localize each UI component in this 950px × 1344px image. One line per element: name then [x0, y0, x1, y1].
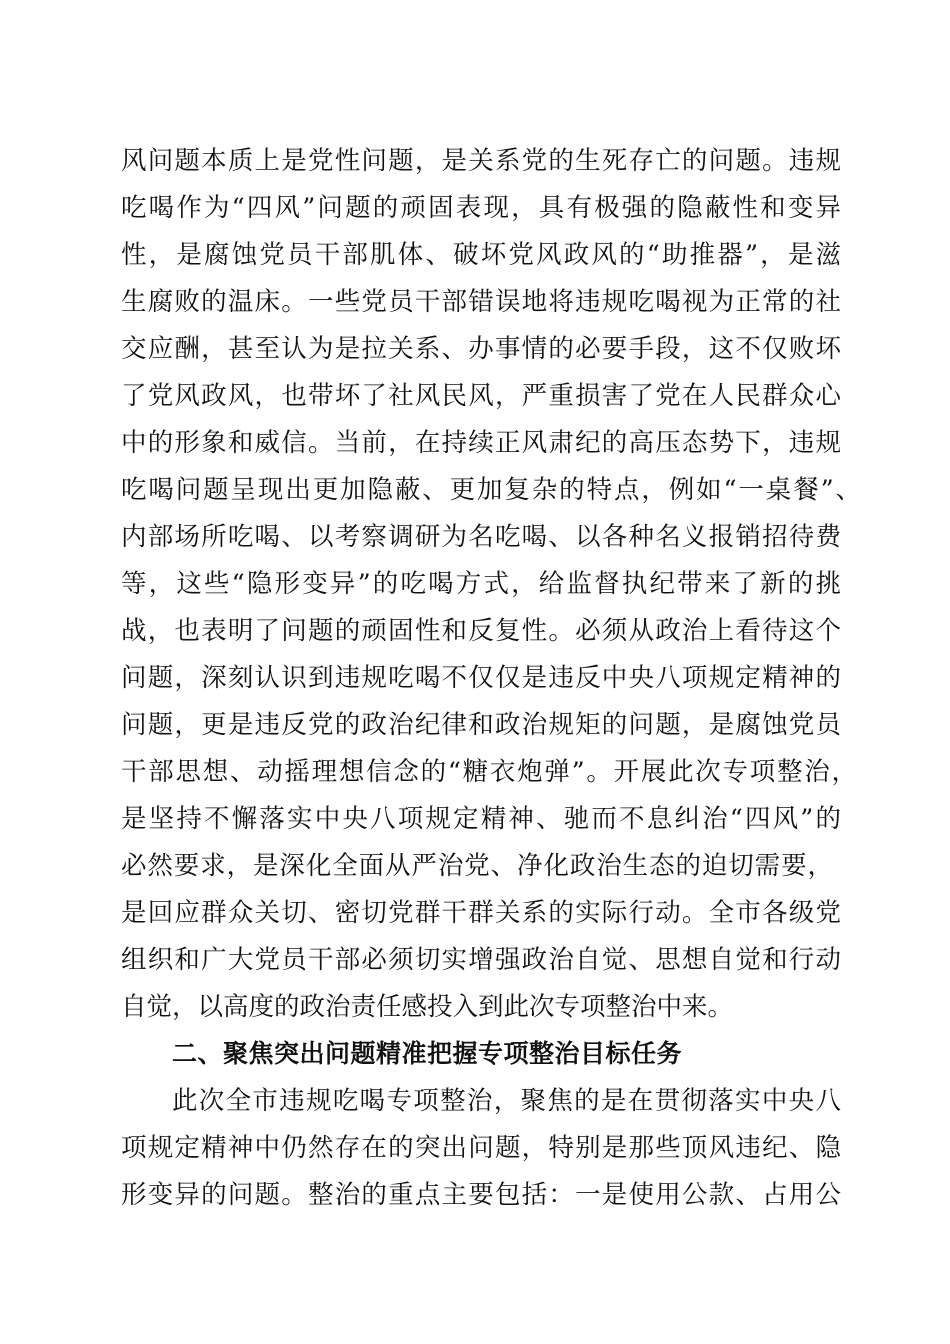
paragraph-line: 吃喝问题呈现出更加隐蔽、更加复杂的特点，例如“一桌餐”、 — [121, 475, 861, 505]
paragraph-line: 是回应群众关切、密切党群干群关系的实际行动。全市各级党 — [121, 898, 841, 928]
paragraph-line: 问题，更是违反党的政治纪律和政治规矩的问题，是腐蚀党员 — [121, 710, 841, 740]
paragraph-line: 交应酬，甚至认为是拉关系、办事情的必要手段，这不仅败坏 — [121, 334, 841, 364]
paragraph-line: 问题，深刻认识到违规吃喝不仅仅是违反中央八项规定精神的 — [121, 663, 841, 693]
paragraph-line: 干部思想、动摇理想信念的“糖衣炮弹”。开展此次专项整治， — [121, 757, 857, 787]
section-heading: 二、聚焦突出问题精准把握专项整治目标任务 — [172, 1039, 683, 1068]
paragraph-line-first: 此次全市违规吃喝专项整治，聚焦的是在贯彻落实中央八 — [172, 1086, 841, 1116]
paragraph-line: 组织和广大党员干部必须切实增强政治自觉、思想自觉和行动 — [121, 945, 841, 975]
paragraph-line-last: 自觉，以高度的政治责任感投入到此次专项整治中来。 — [121, 992, 734, 1022]
paragraph-line: 吃喝作为“四风”问题的顽固表现，具有极强的隐蔽性和变异 — [121, 193, 841, 223]
paragraph-line: 了党风政风，也带坏了社风民风，严重损害了党在人民群众心 — [121, 381, 841, 411]
paragraph-line: 战，也表明了问题的顽固性和反复性。必须从政治上看待这个 — [121, 616, 841, 646]
paragraph-line: 项规定精神中仍然存在的突出问题，特别是那些顶风违纪、隐 — [121, 1133, 841, 1163]
paragraph-line: 性，是腐蚀党员干部肌体、破坏党风政风的“助推器”，是滋 — [121, 240, 841, 270]
paragraph-line: 内部场所吃喝、以考察调研为名吃喝、以各种名义报销招待费 — [121, 522, 841, 552]
paragraph-line: 中的形象和威信。当前，在持续正风肃纪的高压态势下，违规 — [121, 428, 841, 458]
paragraph-line: 形变异的问题。整治的重点主要包括：一是使用公款、占用公 — [121, 1180, 841, 1210]
paragraph-line: 是坚持不懈落实中央八项规定精神、驰而不息纠治“四风”的 — [121, 804, 841, 834]
paragraph-line: 必然要求，是深化全面从严治党、净化政治生态的迫切需要， — [121, 851, 833, 881]
paragraph-line: 等，这些“隐形变异”的吃喝方式，给监督执纪带来了新的挑 — [121, 569, 841, 599]
paragraph-line: 生腐败的温床。一些党员干部错误地将违规吃喝视为正常的社 — [121, 287, 841, 317]
paragraph-line: 风问题本质上是党性问题，是关系党的生死存亡的问题。违规 — [121, 146, 841, 176]
